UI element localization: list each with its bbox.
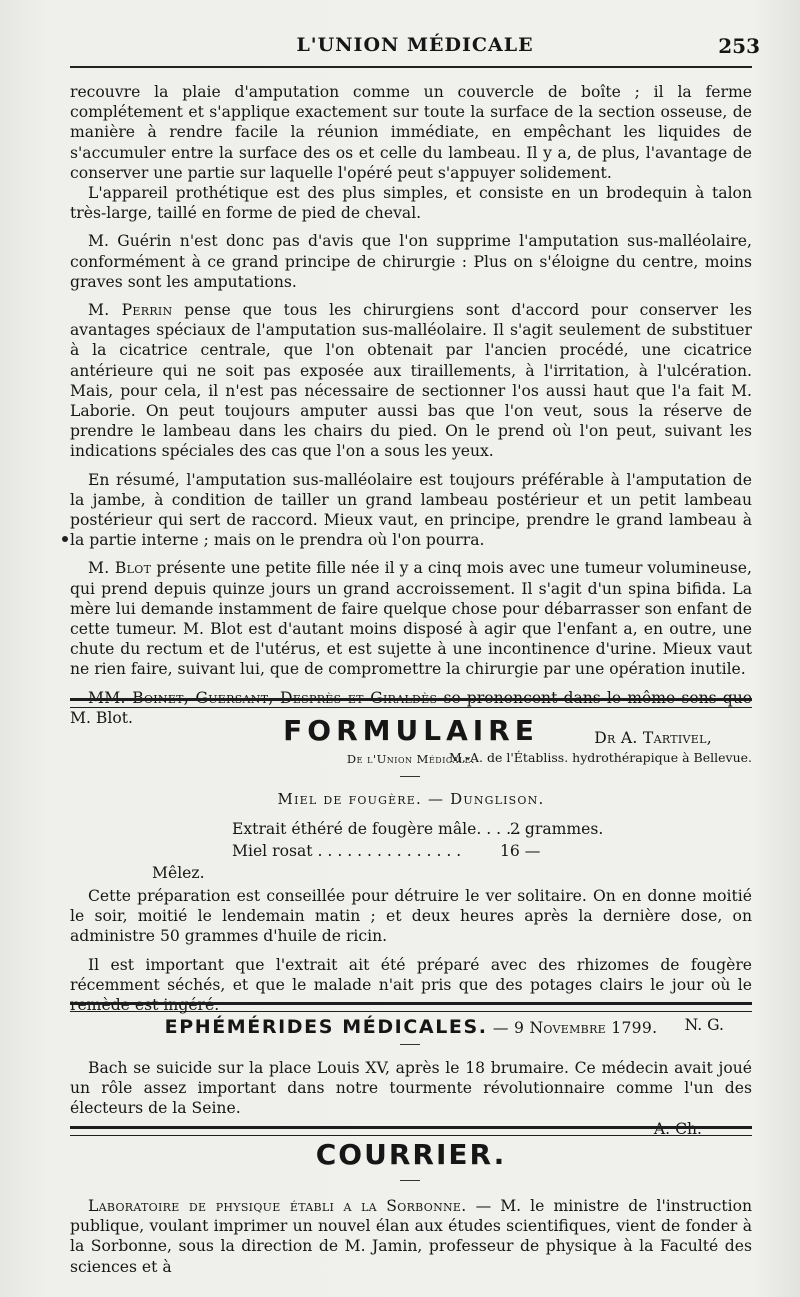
signature-title: M.-A. de l'Établiss. hydrothérapique à Bellevue. bbox=[449, 750, 752, 766]
courrier-text: — M. le ministre de l'instruction publique, voulant imprimer un nouvel élan aux études scientifiques, vient de fonder à la Sorbonne, sous la direction de M. Jamin, professeur de physique à la Faculté des sciences et à bbox=[70, 1197, 752, 1276]
page-number: 253 bbox=[718, 34, 760, 58]
courrier-title: COURRIER. bbox=[315, 1138, 507, 1171]
courrier-paragraph bbox=[70, 1196, 752, 1277]
ingredient-1-qty: 2 grammes. bbox=[510, 820, 604, 838]
section-rule-courrier bbox=[70, 1126, 752, 1136]
formulaire-para-1: Cette préparation est conseillée pour détruire le ver solitaire. On en donne moitié le soir, moitié le lendemain matin ; et deux heures après la dernière dose, on administre 50 grammes d'huile de ricin. bbox=[70, 887, 752, 946]
formulaire-body bbox=[70, 886, 752, 1035]
recipe-title: Miel de fougère. — Dunglison. bbox=[277, 790, 545, 808]
header-rule bbox=[70, 66, 752, 68]
running-head bbox=[70, 34, 760, 62]
paragraph-resume: En résumé, l'amputation sus-malléolaire est toujours préférable à l'amputation de la jambe, à condition de tailler un grand lambeau postérieur et un petit lambeau postérieur qui sert de raccord. Mieux vaut, en principe, prendre le grand lambeau à la partie interne ; mais on le prendra où l'on pourra. bbox=[70, 470, 752, 550]
ingredient-1-name: Extrait éthéré de fougère mâle. . . . . . bbox=[232, 820, 531, 838]
section-rule-ephemerides bbox=[70, 1002, 752, 1012]
courrier-body bbox=[70, 1196, 752, 1277]
body-text-top bbox=[70, 82, 752, 769]
formulaire-initials: N. G. bbox=[684, 1016, 724, 1035]
paragraph-perrin bbox=[70, 300, 752, 462]
section-rule-formulaire bbox=[70, 698, 752, 708]
paragraph-blot bbox=[70, 558, 752, 679]
ephemerides-title: EPHÉMÉRIDES MÉDICALES. bbox=[164, 1016, 488, 1038]
perrin-text: pense que tous les chirurgiens sont d'accord pour conserver les avantages spéciaux de l'amputation sus-malléolaire. Il s'agit seulement de substituer à la cicatrice centrale, que l'on obtenait par l'ancien procédé, une cicatrice antérieure qui ne soit pas exposée aux tiraillements, à l'irritation, à l'ulcération. Mais, pour cela, il n'est pas nécessaire de sectionner l'os aussi haut que l'a fait M. Laborie. On peut toujours amputer aussi bas que l'on veut, sous la réserve de prendre le lambeau dans les chairs du pied. On le prend où l'on peut, suivant les indications spéciales des cas que l'on a sous les yeux. bbox=[70, 301, 753, 461]
formulaire-para-2: Il est important que l'extrait ait été préparé avec des rhizomes de fougère récemment séchés, et que le malade n'ait pris que des potages clairs le jour où le remède est ingéré. bbox=[70, 955, 752, 1015]
paragraph-recouvre: recouvre la plaie d'amputation comme un couvercle de boîte ; il la ferme complétement et s'applique exactement sur toute la surface de la section osseuse, de manière à rendre facile la réunion immédiate, en empêchant les liquides de s'accumuler entre la surface des os et celle du lambeau. Il y a, de plus, l'avantage de conserver une partie sur laquelle l'opéré peut s'appuyer solidement. bbox=[70, 83, 752, 182]
courrier-lead: Laboratoire de physique établi a la Sorbonne. bbox=[88, 1197, 467, 1215]
courrier-dash bbox=[400, 1180, 420, 1181]
ephemerides-initials: A. Ch. bbox=[653, 1119, 702, 1138]
ephemerides-date: — 9 Novembre 1799. bbox=[487, 1019, 658, 1037]
formulaire-title: FORMULAIRE bbox=[283, 714, 539, 747]
ink-dot bbox=[62, 536, 68, 542]
signature-name: Dr A. Tartivel, bbox=[594, 729, 712, 748]
speakers-boinet: MM. Boinet, Guersant, Desprès et Giraldès bbox=[88, 688, 438, 707]
paragraph-guerin: M. Guérin n'est donc pas d'avis que l'on supprime l'amputation sus-malléolaire, conformément à ce grand principe de chirurgie : Plus on s'éloigne du centre, moins graves sont les amputations. bbox=[70, 232, 752, 291]
ephemerides-text: Bach se suicide sur la place Louis XV, après le 18 brumaire. Ce médecin avait joué un rôle assez important dans notre tourmente révolutionnaire comme l'un des électeurs de la Seine. bbox=[70, 1059, 752, 1118]
speaker-blot: M. Blot bbox=[88, 559, 152, 578]
ephemerides-dash bbox=[400, 1044, 420, 1045]
melez: Mêlez. bbox=[152, 864, 205, 882]
boinet-text: se prononcent dans le même sens que M. Blot. bbox=[70, 688, 752, 727]
formulaire-dash bbox=[400, 776, 420, 777]
ingredient-2-qty: 16 — bbox=[500, 842, 541, 860]
ephemerides-heading bbox=[70, 1016, 752, 1038]
formulaire-subtitle: De l'Union Médicale. bbox=[346, 752, 476, 766]
blot-text: présente une petite fille née il y a cinq mois avec une tumeur volumineuse, qui prend depuis quinze jours un grand accroissement. Il s'agit d'un spina bifida. La mère lui demande instamment de faire quelque chose pour débarrasser son enfant de cette tumeur. M. Blot est d'autant moins disposé à agir que l'enfant a, en outre, une chute du rectum et de l'utérus, et est sujette à une incontinence d'urine. Mieux vaut ne rien faire, suivant lui, que de compromettre la chirurgie par une opération inutile. bbox=[70, 559, 752, 679]
running-title: L'UNION MÉDICALE bbox=[296, 34, 534, 56]
paragraph-appareil: L'appareil prothétique est des plus simples, et consiste en un brodequin à talon très-large, taillé en forme de pied de cheval. bbox=[70, 184, 752, 223]
ingredient-2-name: Miel rosat . . . . . . . . . . . . . . . bbox=[232, 842, 462, 860]
speaker-perrin: M. Perrin bbox=[88, 301, 173, 320]
